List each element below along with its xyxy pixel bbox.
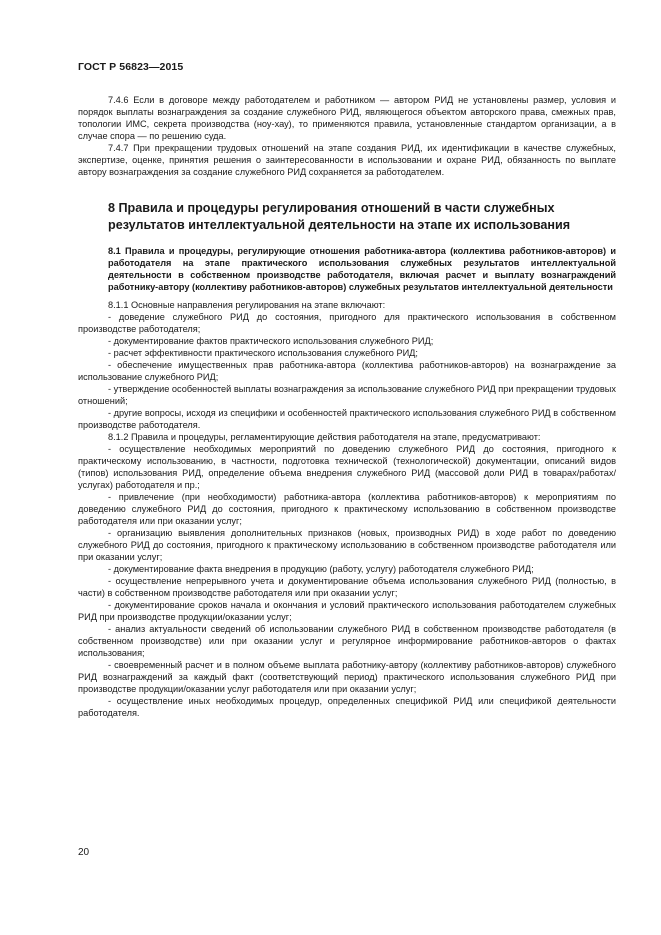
list-item: - анализ актуальности сведений об использовании служебного РИД в собственном производстве работодателя (в собственном производстве) или при оказании услуг и регулярное информирование работников-авторов о фактах использования; (78, 624, 616, 658)
list-item: - осуществление иных необходимых процедур, определенных спецификой РИД или спецификой деятельности работодателя. (78, 696, 616, 718)
list-item: - документирование фактов практического использования служебного РИД; (108, 336, 434, 346)
list-item: - другие вопросы, исходя из специфики и особенностей практического использования служебного РИД в собственном производстве работодателя. (78, 408, 616, 430)
list-item: - своевременный расчет и в полном объеме выплата работнику-автору (коллективу работников-авторов) служебного РИД вознаграждений за каждый факт (соответствующий период) практического использования служебного РИД при производстве продукции/оказании услуг работодателя или при оказании услуг; (78, 660, 616, 694)
list-item: - утверждение особенностей выплаты вознаграждения за использование служебного РИД при прекращении трудовых отношений; (78, 384, 616, 406)
list-item: - обеспечение имущественных прав работника-автора (коллектива работников-авторов) на вознаграждение за использование служебного РИД; (78, 360, 616, 382)
list-item: - доведение служебного РИД до состояния, пригодного для практического использования в собственном производстве работодателя; (78, 312, 616, 334)
document-header: ГОСТ Р 56823—2015 (78, 61, 184, 73)
paragraph-7-4-6: 7.4.6 Если в договоре между работодателем и работником — автором РИД не установлены размер, условия и порядок выплаты вознаграждения за создание служебного РИД, являющегося объектом авторского права, смежных прав, топологии ИМС, секрета производства (ноу-хау), то применяются правила, установленные стандартом организации, а в случае спора — по решению суда. (78, 95, 616, 141)
list-item: - расчет эффективности практического использования служебного РИД; (108, 348, 418, 358)
list-item: - осуществление непрерывного учета и документирование объема использования служебного РИД (полностью, в части) в собственном производстве работодателя или при оказании услуг; (78, 576, 616, 598)
list-item: - осуществление необходимых мероприятий по доведению служебного РИД до состояния, пригодного к практическому использованию, в частности, подготовка технической (технологической) документации, описаний видов (типов) использования РИД, определение объема внедрения служебного РИД (массовой доли РИД в товарах/работах/услугах) работодателя и пр.; (78, 444, 616, 490)
section-title: 8 Правила и процедуры регулирования отношений в части служебных результатов интеллектуальной деятельности на этапе их использования (108, 201, 571, 232)
list-item: - организацию выявления дополнительных признаков (новых, производных РИД) в ходе работ по доведению служебного РИД до состояния, пригодного к практическому использованию в собственном производстве работодателя или при оказании услуг; (78, 528, 616, 562)
paragraph-7-4-7: 7.4.7 При прекращении трудовых отношений на этапе создания РИД, их идентификации в качестве служебных, экспертизе, оценке, принятия решения о заинтересованности в использовании и охране РИД, обязанность по выплате автору вознаграждения за создание служебного РИД сохраняется за работодателем. (78, 143, 616, 177)
paragraph-8-1-2: 8.1.2 Правила и процедуры, регламентирующие действия работодателя на этапе, предусматривают: (108, 432, 541, 442)
subsection-title: 8.1 Правила и процедуры, регулирующие отношения работника-автора (коллектива работников-авторов) и работодателя на этапе практического использования служебных результатов интеллектуальной деятельности в собственном производстве работодателя, включая расчет и выплату вознаграждений работнику-автору (коллективу работников-авторов) служебных результатов интеллектуальной деятельности (108, 246, 616, 292)
list-item: - документирование факта внедрения в продукцию (работу, услугу) работодателя служебного РИД; (108, 564, 534, 574)
list-item: - привлечение (при необходимости) работника-автора (коллектива работников-авторов) к мероприятиям по доведению служебного РИД до состояния, пригодного к практическому использованию в собственном производстве работодателя или при оказании услуг; (78, 492, 616, 526)
page-number: 20 (78, 847, 90, 858)
page-content (78, 94, 616, 719)
paragraph-8-1-1: 8.1.1 Основные направления регулирования на этапе включают: (108, 300, 386, 310)
list-item: - документирование сроков начала и окончания и условий практического использования работодателем служебных РИД при производстве продукции/оказании услуг; (78, 600, 616, 622)
